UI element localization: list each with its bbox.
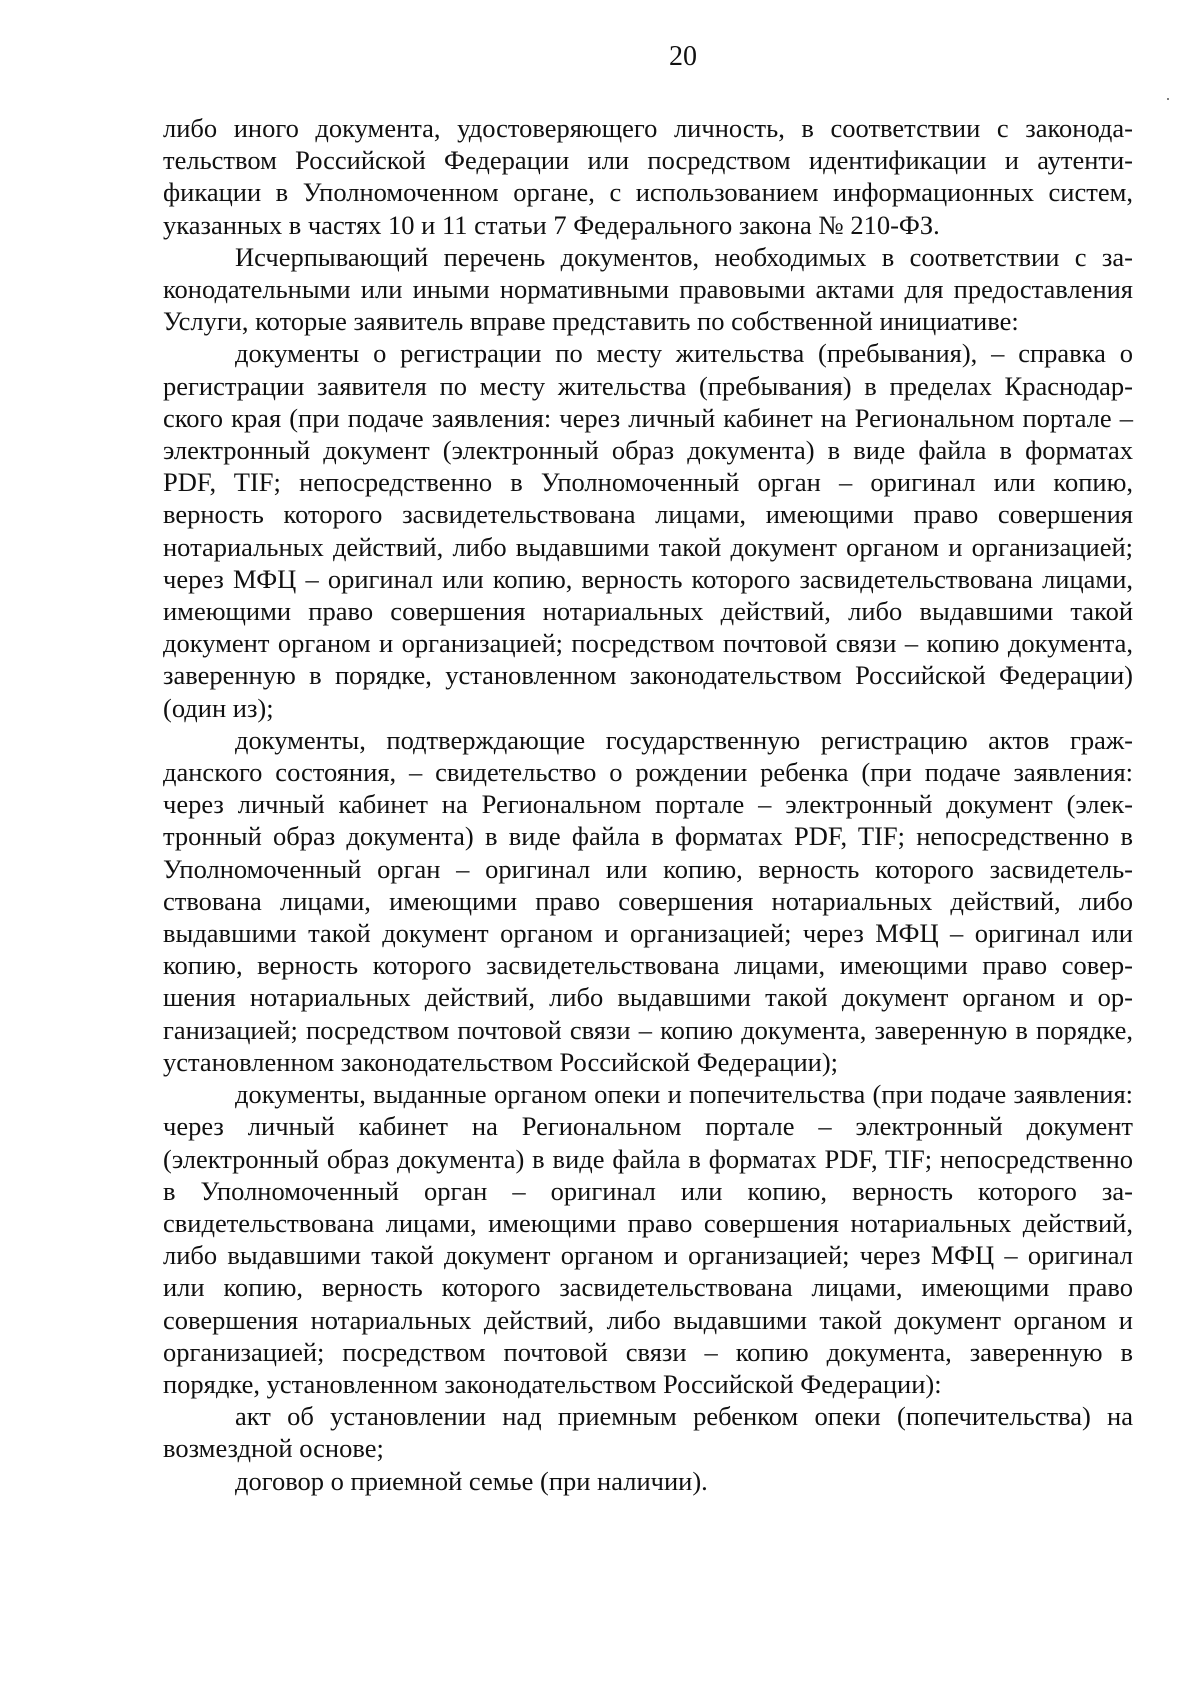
document-body [163, 112, 1133, 1497]
paragraph-guardianship-documents: документы, выданные органом опеки и попечительства (при подаче заявления: через личный кабинет на Региональном портале – электронный документ (электронный образ документа) в виде файла в форматах PDF, TIF; непосредственно в Уполномоченный орган – оригинал или копию, верность которого засвидетельствована лицами, имеющими право совершения нотариальных действий, либо выдавшими такой документ органом и организацией; через МФЦ – оригинал или копию, верность которого засвидетельствована лицами, имеющими право совершения нотариальных действий, либо выдавшими такой документ органом и организацией; посредством почтовой связи – копию документа, заверенную в порядке, установленном законодательством Российской Федерации): [163, 1079, 1133, 1399]
paragraph-guardianship-act: акт об установлении над приемным ребенком опеки (попечительства) на возмездной основе; [163, 1401, 1133, 1464]
scan-speck [1167, 98, 1169, 100]
paragraph-foster-family-agreement: договор о приемной семье (при наличии). [235, 1465, 708, 1496]
paragraph-documents-list-intro: Исчерпывающий перечень документов, необходимых в соответствии с законодательными или иными нормативными правовыми актами для предоставления Услуги, которые заявитель вправе представить по собственной инициативе: [163, 241, 1133, 337]
page-number: 20 [669, 41, 697, 72]
paragraph-residence-registration: документы о регистрации по месту жительства (пребывания), – справка о регистрации заявителя по месту жительства (пребывания) в пределах Краснодарского края (при подаче заявления: через личный кабинет на Региональном портале – электронный документ (электронный образ документа) в виде файла в форматах PDF, TIF; непосредственно в Уполномоченный орган – оригинал или копию, верность которого засвидетельствована лицами, имеющими право совершения нотариальных действий, либо выдавшими такой документ органом и организацией; через МФЦ – оригинал или копию, верность которого засвидетельствована лицами, имеющими право совершения нотариальных действий, либо выдавшими такой документ органом и организацией; посредством почтовой связи – копию документа, заверенную в порядке, установленном законодательством Российской Федерации) (один из); [163, 338, 1133, 723]
paragraph-civil-status-acts: документы, подтверждающие государственную регистрацию актов гражданского состояния, – свидетельство о рождении ребенка (при подаче заявления: через личный кабинет на Региональном портале – электронный документ (электронный образ документа) в виде файла в форматах PDF, TIF; непосредственно в Уполномоченный орган – оригинал или копию, верность которого засвидетельствована лицами, имеющими право совершения нотариальных действий, либо выдавшими такой документ органом и организацией; через МФЦ – оригинал или копию, верность которого засвидетельствована лицами, имеющими право совершения нотариальных действий, либо выдавшими такой документ органом и организацией; посредством почтовой связи – копию документа, заверенную в порядке, установленном законодательством Российской Федерации); [163, 724, 1133, 1077]
paragraph-continuation: либо иного документа, удостоверяющего личность, в соответствии с законодательством Российской Федерации или посредством идентификации и аутентификации в Уполномоченном органе, с использованием информационных систем, указанных в частях 10 и 11 статьи 7 Федерального закона № 210-ФЗ. [163, 113, 1133, 240]
